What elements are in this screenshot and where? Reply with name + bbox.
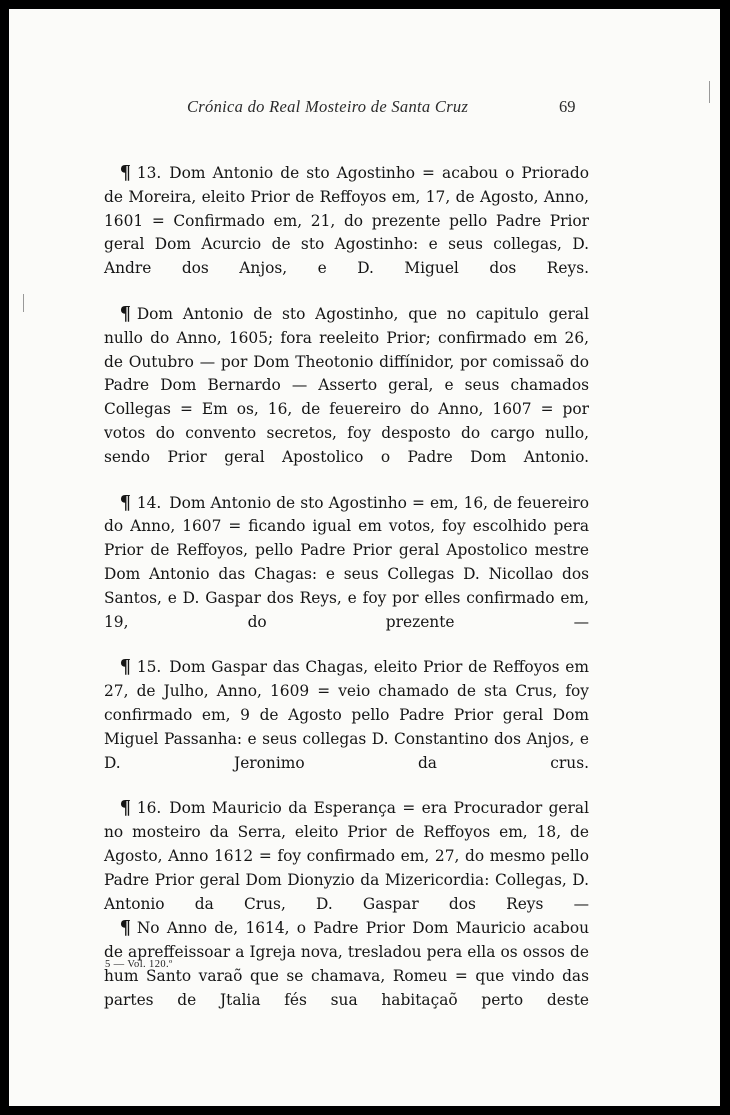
pilcrow-icon: ¶: [120, 655, 131, 678]
running-header: [9, 97, 720, 121]
book-page: [9, 9, 720, 1106]
pilcrow-icon: ¶: [120, 161, 131, 183]
pilcrow-icon: ¶: [120, 301, 131, 324]
entry-16-continuation: [104, 916, 589, 1012]
margin-mark: [709, 81, 710, 103]
entry-number: 13.: [136, 164, 162, 182]
entry-text: Dom Mauricio da Esperança = era Procurador geral no mosteiro da Serra, eleito Prior de Reffoyos em, 18, de Agosto, Anno 1612 = foy confirmado em, 27, do mesmo pello Padre Prior geral Dom Dionyzio da Mizericordia: Collegas, D. Antonio da Crus, D. Gaspar dos Reys —: [104, 799, 589, 913]
entry-text: Dom Antonio de sto Agostinho, que no capitulo geral nullo do Anno, 1605; fora reeleito Prior; confirmado em 26, de Outubro — por Dom Theotonio diffínidor, por comissaõ do Padre Dom Bernardo — Asserto geral, e seus chamados Collegas = Em os, 16, de feuereiro do Anno, 1607 = por votos do convento secretos, foy desposto do cargo nullo, sendo Prior geral Apostolico o Padre Dom Antonio.: [104, 304, 589, 466]
signature-mark: 5 — Vol. 120.º: [105, 959, 173, 970]
entry-number: 15.: [136, 658, 162, 677]
entry-text: No Anno de, 1614, o Padre Prior Dom Mauricio acabou de apreffeissoar a Igreja nova, tresladou pera ella os ossos de hum Santo varaõ que se chamava, Romeu = que vindo das partes de Jtalia fés sua habitaçaõ perto deste: [104, 919, 589, 1009]
entry-text: Dom Antonio de sto Agostinho = em, 16, de feuereiro do Anno, 1607 = ficando igual em votos, foy escolhido pera Prior de Reffoyos, pello Padre Prior geral Apostolico mestre Dom Antonio das Chagas: e seus Collegas D. Nicollao dos Santos, e D. Gaspar dos Reys, e foy por elles confirmado em, 19, do prezente —: [104, 493, 589, 631]
entry-number: 14.: [136, 493, 162, 512]
entry-text: Dom Antonio de sto Agostinho = acabou o Priorado de Moreira, eleito Prior de Reffoyos em, 17, de Agosto, Anno, 1601 = Confirmado em, 21, do prezente pello Padre Prior geral Dom Acurcio de sto Agostinho: e seus collegas, D. Andre dos Anjos, e D. Miguel dos Reys.: [104, 164, 589, 278]
entry-14: [104, 491, 589, 635]
entry-16: [104, 796, 589, 916]
entry-number: 16.: [136, 799, 162, 818]
entry-13-continuation: [104, 302, 589, 470]
pilcrow-icon: ¶: [120, 490, 131, 513]
margin-mark: [23, 294, 24, 312]
body-text: [104, 161, 589, 1034]
pilcrow-icon: ¶: [120, 796, 131, 819]
entry-13: [104, 161, 589, 281]
entry-text: Dom Gaspar das Chagas, eleito Prior de Reffoyos em 27, de Julho, Anno, 1609 = veio chamado de sta Crus, foy confirmado em, 9 de Agosto pello Padre Prior geral Dom Miguel Passanha: e seus collegas D. Constantino dos Anjos, e D. Jeronimo da crus.: [104, 658, 589, 772]
running-title: Crónica do Real Mosteiro de Santa Cruz: [187, 97, 469, 116]
pilcrow-icon: ¶: [120, 916, 131, 939]
page-number: 69: [559, 97, 576, 116]
entry-15: [104, 655, 589, 775]
